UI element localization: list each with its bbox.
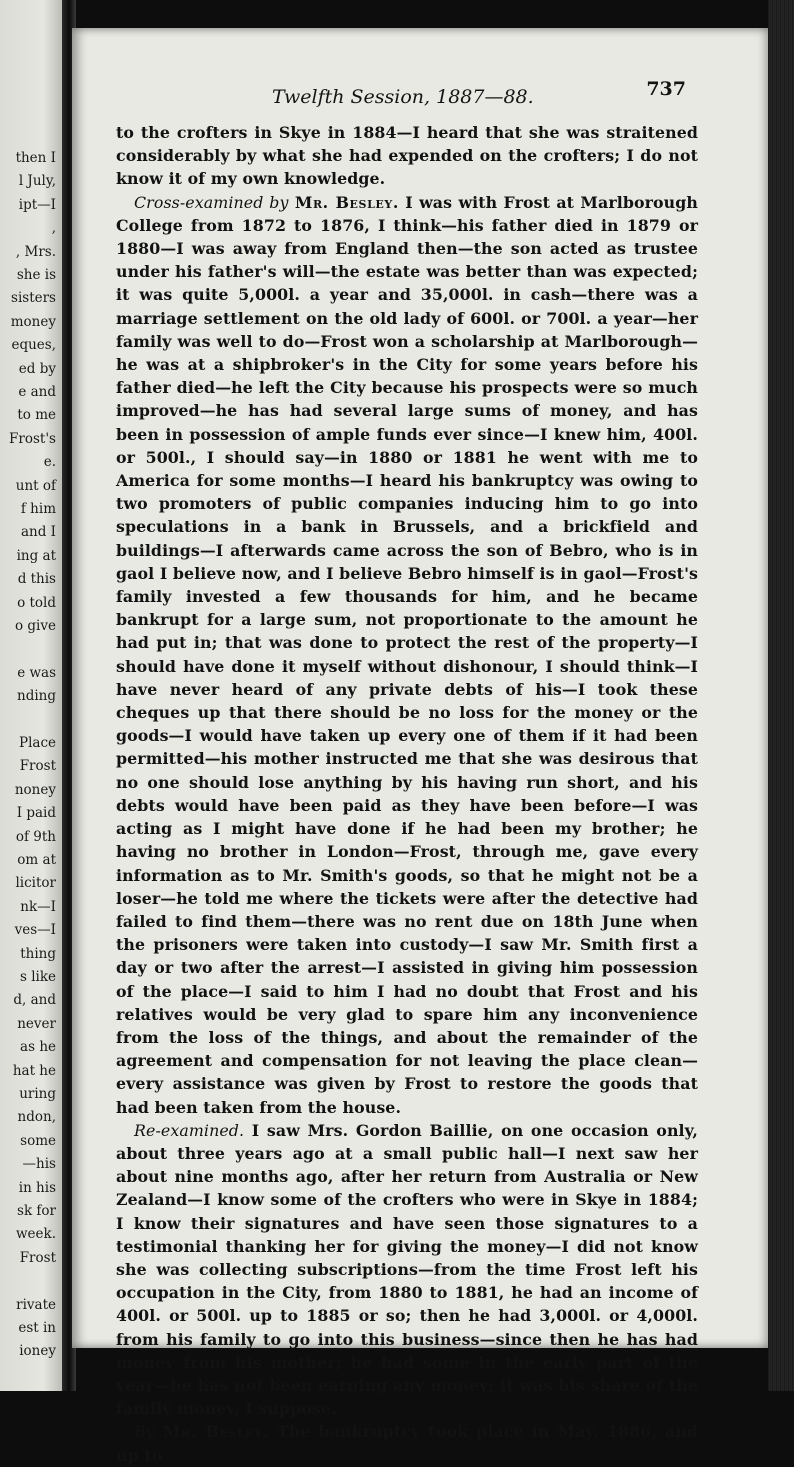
- page-header: [72, 78, 768, 114]
- facing-page-line: ves—I: [14, 922, 56, 939]
- facing-page-line: of 9th: [15, 828, 56, 845]
- facing-page-line: o give: [15, 618, 56, 634]
- facing-page-line: Frost: [19, 758, 56, 775]
- paragraph-cross-examination: [116, 191, 698, 1119]
- facing-page-line: never: [17, 1015, 56, 1032]
- facing-page-line: e was: [17, 664, 56, 681]
- facing-page-line: Frost: [19, 1249, 56, 1266]
- by-label: By: [134, 1422, 155, 1442]
- examiner-name-2: Mr. Besley.: [162, 1422, 269, 1442]
- facing-page-line: eques,: [11, 337, 56, 354]
- facing-page-line: to me: [17, 407, 56, 424]
- facing-page-line: unt of: [15, 477, 56, 494]
- facing-page-line: —his: [22, 1156, 56, 1173]
- cross-examined-label: Cross-examined by: [134, 192, 289, 212]
- re-examined-label: Re-examined.: [134, 1120, 245, 1140]
- facing-page-line: o told: [17, 594, 56, 611]
- facing-page-line: sk for: [17, 1203, 56, 1219]
- facing-page-line: l July,: [18, 173, 56, 190]
- facing-page-line: ioney: [19, 1343, 56, 1360]
- facing-page-line: e and: [18, 384, 56, 400]
- paragraph-further-examination: [116, 1420, 698, 1466]
- facing-page-line: thing: [20, 945, 56, 962]
- facing-page-line: week.: [15, 1226, 56, 1243]
- facing-page-line: ipt—I: [18, 196, 56, 213]
- facing-page-fragment: [0, 0, 62, 1391]
- page-edges: [768, 0, 794, 1391]
- facing-page-line: licitor: [15, 875, 56, 892]
- testimony-text: [116, 121, 698, 1467]
- facing-page-line: Place: [19, 735, 56, 751]
- facing-page-line: hat he: [12, 1062, 56, 1079]
- facing-page-line: in his: [18, 1179, 56, 1196]
- facing-page-line: uring: [19, 1086, 56, 1102]
- facing-page-line: ing at: [16, 547, 56, 564]
- facing-page-line: e.: [43, 454, 56, 471]
- facing-page-line: sisters: [11, 290, 56, 307]
- facing-page-line: ,: [51, 220, 56, 237]
- facing-page-line: d this: [17, 571, 56, 588]
- facing-page-line: f him: [20, 501, 56, 517]
- facing-page-line: Frost's: [9, 430, 56, 447]
- facing-page-line: I paid: [16, 805, 56, 822]
- facing-page-line: then I: [15, 150, 56, 166]
- facing-page-line: she is: [16, 267, 56, 283]
- facing-page-line: as he: [20, 1039, 56, 1056]
- facing-page-line: s like: [19, 969, 56, 985]
- facing-page-line: nk—I: [20, 898, 56, 915]
- paragraph-re-examination: [116, 1119, 698, 1421]
- page-number: 737: [646, 78, 686, 100]
- facing-page-line: some: [20, 1132, 56, 1149]
- facing-page-line: ndon,: [17, 1109, 56, 1126]
- running-head: Twelfth Session, 1887—88.: [272, 86, 534, 108]
- examiner-name: Mr. Besley.: [294, 192, 399, 212]
- facing-page-line: nding: [17, 688, 56, 705]
- cross-examination-body: I was with Frost at Marlborough College from 1872 to 1876, I think—his father died in 1879 or 1880—I was away from England then—the son acted as trustee under his father's will—the estate was better than was expected; it was quite 5,000l. a year and 35,000l. in cash—there was a marriage settlement on the old lady of 600l. or 700l. a year—her family was well to do—Frost won a scholarship at Marlborough—he was at a shipbroker's in the City for some years before his father died—he left the City because his prospects were so much improved—he has had several large sums of money, and has been in possession of ample funds ever since—I knew him, 400l. or 500l., I should say—in 1880 or 1881 he went with me to America for some months—I heard his bankruptcy was owing to two promoters of public companies inducing him to go into speculations in a bank in Brussels, and a brickfield and buildings—I afterwards came across the son of Bebro, who is in gaol I believe now, and I believe Bebro himself is in gaol—Frost's family invested a few thousands for him, and he became bankrupt for a large sum, not proportionate to the amount he had put in; that was done to protect the rest of the property—I should have done it myself without dishonour, I should think—I have never heard of any private debts of his—I took these cheques up that there should be no loss for the money or the goods—I would have taken up every one of them if it had been permitted—his mother instructed me that she was desirous that no one should lose anything by his having run short, and his debts would have been paid as they have been before—I was acting as I might have done if he had been my brother; he having no brother in London—Frost, through me, gave every information as to Mr. Smith's goods, so that he might not be a loser—he told me where the tickets were after the detective had failed to find them—there was no rent due on 18th June when the prisoners were taken into custody—I saw Mr. Smith first a day or two after the arrest—I assisted in giving him possession of the place—I said to him I had no doubt that Frost and his relatives would be very glad to spare him any inconvenience from the loss of the things, and about the remainder of the agreement and compensation for not leaving the place clean—every assistance was given by Frost to restore the goods that had been taken from the house.: [116, 192, 699, 1117]
- paragraph-continuation: to the crofters in Skye in 1884—I heard that she was straitened considerably by what she had expended on the crofters; I do not know it of my own knowledge.: [116, 123, 698, 189]
- re-examination-body: I saw Mrs. Gordon Baillie, on one occasion only, about three years ago at a small public hall—I next saw her about nine months ago, after her return from Australia or New Zealand—I know some of the crofters who were in Skye in 1884; I know their signatures and have seen those signatures to a testimonial thanking her for giving the money—I did not know she was collecting subscriptions—from the time Frost left his occupation in the City, from 1880 to 1881, he had an income of 400l. or 500l. up to 1885 or so; then he had 3,000l. or 4,000l. from his family to go into this business—since then he has had money from his mother; he had some in the early part of the year—he has not been earning any money; it was his share of the family money, I suppose.: [116, 1120, 698, 1419]
- facing-page-line: and I: [20, 524, 56, 541]
- facing-page-line: ed by: [18, 360, 56, 377]
- facing-page-line: est in: [18, 1320, 56, 1336]
- facing-page-line: noney: [14, 781, 56, 798]
- facing-page-line: , Mrs.: [15, 243, 56, 260]
- facing-page-line: rivate: [16, 1296, 56, 1313]
- facing-page-line: om at: [17, 852, 56, 868]
- facing-page-line: money: [10, 313, 56, 330]
- facing-page-line: d, and: [13, 992, 56, 1009]
- further-examination-body: The bankruptcy took place in May, 1886, and up to: [116, 1422, 698, 1465]
- book-page: [72, 28, 768, 1465]
